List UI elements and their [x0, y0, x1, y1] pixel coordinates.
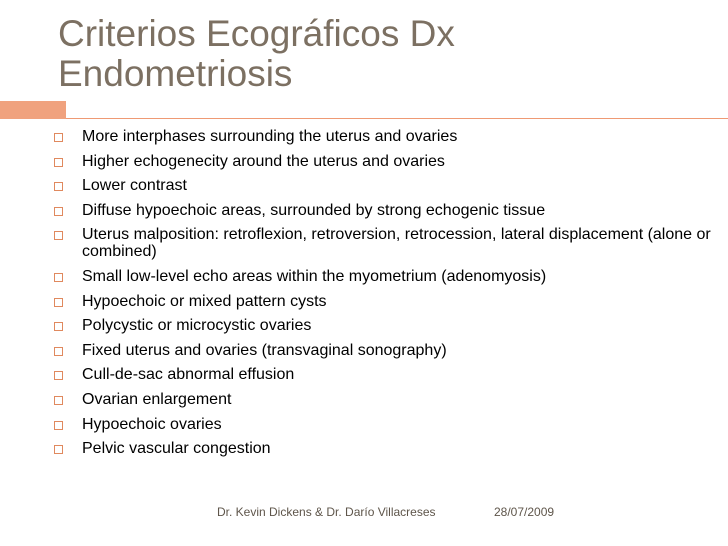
list-item: [54, 128, 714, 145]
list-item: [54, 202, 714, 219]
bullet-text: Lower contrast: [82, 177, 187, 195]
bullet-text: Hypoechoic ovaries: [82, 415, 222, 433]
list-item: [54, 226, 714, 260]
bullet-text: Hypoechoic or mixed pattern cysts: [82, 292, 327, 310]
square-bullet-icon: [54, 298, 63, 307]
square-bullet-icon: [54, 421, 63, 430]
square-bullet-icon: [54, 371, 63, 380]
list-item: [54, 391, 714, 408]
square-bullet-icon: [54, 207, 63, 216]
footer-date: 28/07/2009: [494, 505, 555, 519]
bullet-text: More interphases surrounding the uterus and ovaries: [82, 128, 458, 145]
square-bullet-icon: [54, 347, 63, 356]
bullet-text: Pelvic vascular congestion: [82, 440, 271, 458]
list-item: [54, 342, 714, 359]
square-bullet-icon: [54, 396, 63, 405]
square-bullet-icon: [54, 182, 63, 191]
accent-bar: [0, 101, 66, 119]
bullet-text: Fixed uterus and ovaries (transvaginal sonography): [82, 341, 447, 359]
list-item: [54, 416, 714, 433]
square-bullet-icon: [54, 133, 63, 142]
square-bullet-icon: [54, 158, 63, 167]
list-item: [54, 317, 714, 334]
bullet-text: Polycystic or microcystic ovaries: [82, 317, 312, 335]
list-item: [54, 440, 714, 457]
slide-title: [58, 14, 698, 94]
bullet-text: Higher echogenecity around the uterus and ovaries: [82, 152, 445, 170]
list-item: [54, 177, 714, 194]
footer-author: Dr. Kevin Dickens & Dr. Darío Villacreses: [217, 505, 436, 519]
list-item: [54, 268, 714, 285]
bullet-text: Diffuse hypoechoic areas, surrounded by strong echogenic tissue: [82, 201, 546, 219]
square-bullet-icon: [54, 231, 63, 240]
list-item: [54, 293, 714, 310]
bullet-list: [54, 128, 714, 465]
square-bullet-icon: [54, 273, 63, 282]
square-bullet-icon: [54, 445, 63, 454]
bullet-text: Ovarian enlargement: [82, 390, 232, 408]
bullet-text: Cull-de-sac abnormal effusion: [82, 366, 295, 384]
list-item: [54, 366, 714, 383]
bullet-text: Uterus malposition: retroflexion, retroversion, retrocession, lateral displacement (alone or combined): [82, 226, 711, 261]
list-item: [54, 153, 714, 170]
bullet-text: Small low-level echo areas within the myometrium (adenomyosis): [82, 267, 547, 285]
square-bullet-icon: [54, 322, 63, 331]
title-divider: [66, 118, 728, 119]
title-line-2: Endometriosis: [58, 53, 293, 94]
title-line-1: Criterios Ecográficos Dx: [58, 13, 455, 54]
